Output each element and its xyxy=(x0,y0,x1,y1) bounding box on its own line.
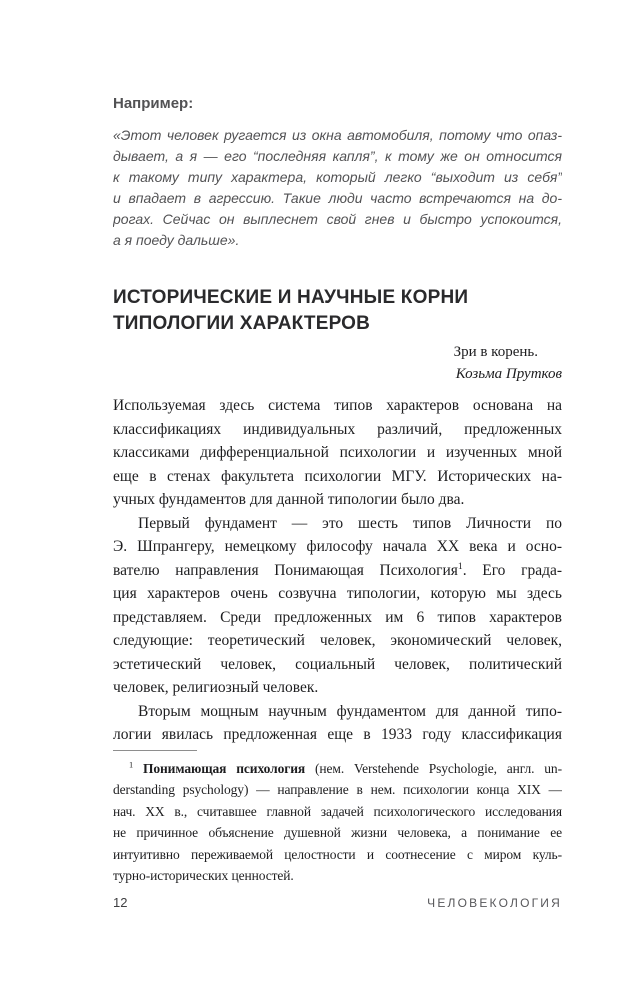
example-label: Например: xyxy=(113,95,194,112)
footnote-line: derstanding psychology) — направление в нем. психологии конца XIX — xyxy=(113,782,562,797)
text-segment-sup: 1 xyxy=(129,760,134,769)
body-text-line: учных фундаментов для данной типологии было два. xyxy=(113,491,465,508)
running-title: ЧЕЛОВЕКОЛОГИЯ xyxy=(427,896,562,910)
page-content xyxy=(113,95,562,887)
body-text-line: еще в стенах факультета психологии МГУ. Исторических на- xyxy=(113,467,562,485)
body-text-line: Первый фундамент — это шесть типов Личности по xyxy=(138,514,562,532)
footnote xyxy=(113,758,562,887)
body-text-line: Э. Шпрангеру, немецкому философу начала XX века и осно- xyxy=(113,538,562,555)
body-text-line: представляем. Среди предложенных им 6 типов характеров xyxy=(113,608,562,626)
body-text-line: классиками дифференциальной психологии и изученных мной xyxy=(113,444,562,461)
text-segment: (нем. Verstehende Psychologie, англ. un- xyxy=(305,760,562,776)
quote-line: к такому типу характера, который легко “выходит из себя” xyxy=(113,169,562,185)
footnote-line: интуитивно переживаемой целостности и соотнесение с миром куль- xyxy=(113,846,562,862)
quote-line: и впадает в агрессию. Такие люди часто встречаются на до- xyxy=(113,190,562,206)
quote-line: рогах. Сейчас он выплеснет свой гнев и быстро успокоится, xyxy=(113,211,562,227)
text-segment: . Его града- xyxy=(462,561,562,579)
quote-line: а я поеду дальше». xyxy=(113,232,240,248)
text-segment xyxy=(133,761,143,776)
quote-line: дывает, а я — его “последняя капля”, к тому же он относится xyxy=(113,148,562,164)
epigraph xyxy=(113,341,562,385)
example-quote xyxy=(113,125,562,251)
quote-line: «Этот человек ругается из окна автомобиля, потому что опаз- xyxy=(113,127,562,143)
body-text xyxy=(113,394,562,747)
body-text-line: эстетический человек, социальный человек, политический xyxy=(113,655,562,673)
footnote-line: не причинное объяснение душевной жизни человека, а понимание ее xyxy=(113,825,562,840)
epigraph-author: Козьма Прутков xyxy=(455,366,562,382)
footnote-line: турно-исторических ценностей. xyxy=(113,868,294,883)
paragraph xyxy=(113,700,562,747)
body-text-line: Используемая здесь система типов характеров основана на xyxy=(113,397,562,414)
page-number: 12 xyxy=(113,895,128,910)
body-text-line: логии явилась предложенная еще в 1933 году классификация xyxy=(113,726,562,743)
body-text-line: Вторым мощным научным фундаментом для данной типо- xyxy=(138,702,562,720)
text-segment: вателю направления Понимающая Психология xyxy=(113,561,458,579)
body-text-line: ция характеров очень созвучна типологии, которую мы здесь xyxy=(113,585,562,602)
footnote-line: нач. XX в., считавшее главной задачей психологического исследования xyxy=(113,803,562,819)
epigraph-text: Зри в корень. xyxy=(453,344,538,360)
footnote-line xyxy=(113,758,562,780)
paragraph xyxy=(113,394,562,512)
body-text-line xyxy=(113,559,562,583)
section-heading-line-1: ИСТОРИЧЕСКИЕ И НАУЧНЫЕ КОРНИ xyxy=(113,287,469,308)
text-segment-b: Понимающая психология xyxy=(142,760,306,776)
section-heading xyxy=(113,285,562,337)
page-footer xyxy=(113,895,562,910)
body-text-line: классификациях индивидуальных различий, предложенных xyxy=(113,420,562,438)
body-text-line: следующие: теоретический человек, экономический человек, xyxy=(113,632,562,649)
paragraph xyxy=(113,512,562,700)
body-text-line: человек, религиозный человек. xyxy=(113,679,319,696)
footnote-separator-rule xyxy=(113,750,197,751)
section-heading-line-2: ТИПОЛОГИИ ХАРАКТЕРОВ xyxy=(113,313,371,334)
text-segment-sup: 1 xyxy=(457,560,463,572)
